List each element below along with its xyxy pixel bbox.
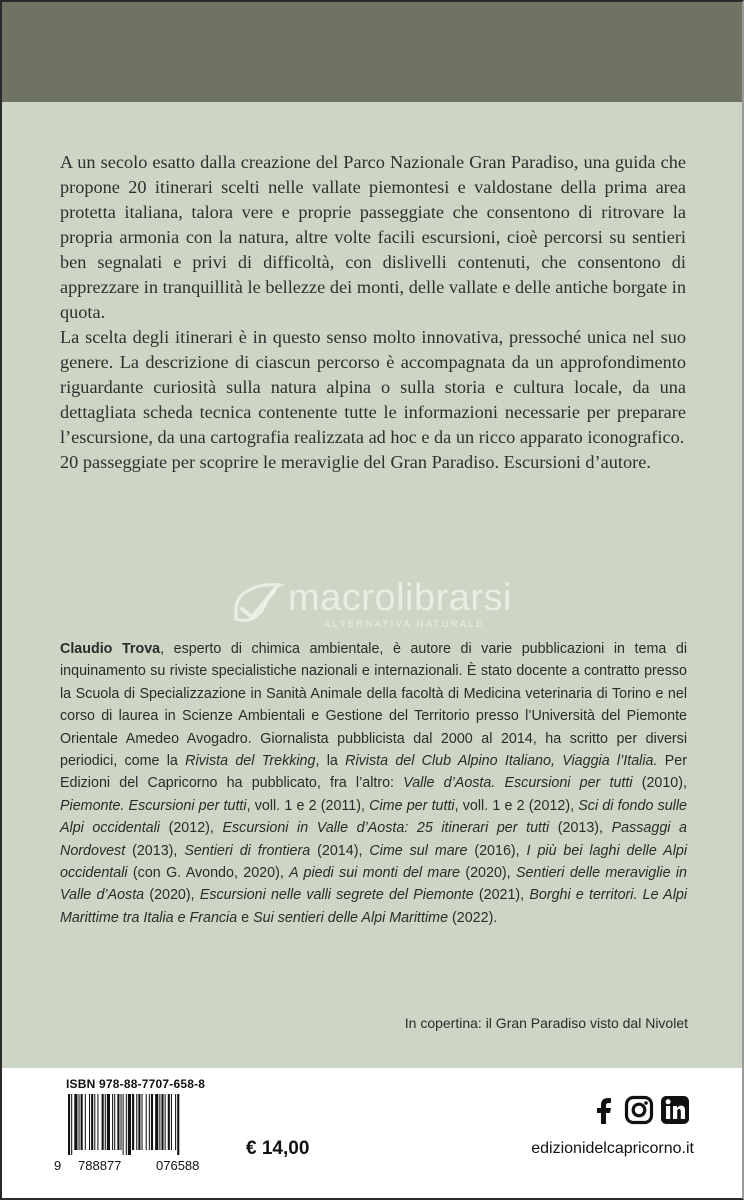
bio-title: Valle d’Aosta. Escursioni per tutti	[403, 775, 633, 792]
barcode-bar	[114, 1094, 115, 1150]
barcode-digit-first: 9	[54, 1158, 62, 1173]
barcode-bar	[89, 1094, 90, 1150]
bio-title: Sui sentieri delle Alpi Marittime	[253, 909, 449, 926]
book-blurb	[60, 150, 686, 475]
top-band	[0, 0, 744, 102]
bio-text: (2013),	[125, 842, 185, 859]
bio-title: Cime per tutti	[369, 797, 455, 814]
bio-text: (2012),	[160, 820, 223, 837]
barcode-bar	[171, 1094, 172, 1150]
barcode-bar	[146, 1094, 147, 1150]
barcode-bar	[138, 1094, 140, 1150]
cover-caption: In copertina: il Gran Paradiso visto dal Nivolet	[404, 1015, 688, 1031]
bio-text: (con G. Avondo, 2020),	[127, 865, 290, 882]
barcode-bar	[79, 1094, 80, 1150]
bio-title: A piedi sui monti del mare	[289, 865, 460, 882]
bio-title: Rivista del Club Alpino Italiano, Viaggia l’Italia.	[345, 753, 658, 770]
barcode-bar	[102, 1094, 104, 1150]
bio-title: Rivista del Trekking	[185, 753, 316, 770]
bio-text: (2022).	[448, 909, 498, 926]
barcode-bar	[175, 1094, 176, 1150]
bio-text: (2014),	[310, 842, 370, 859]
barcode-bar	[107, 1094, 110, 1150]
bio-title: Sentieri di frontiera	[184, 842, 311, 859]
bio-text: e	[237, 909, 254, 926]
bio-text: (2021),	[473, 887, 530, 904]
barcode-bar	[112, 1094, 113, 1150]
barcode-bar	[81, 1094, 83, 1150]
author-name: Claudio Trova	[60, 641, 161, 657]
bio-title: Piemonte. Escursioni per tutti	[60, 797, 247, 814]
barcode-bar	[91, 1094, 93, 1150]
bio-text: , la	[315, 753, 346, 770]
instagram-icon[interactable]	[624, 1094, 654, 1126]
barcode-bar	[177, 1094, 179, 1155]
barcode-bar	[97, 1094, 98, 1150]
barcode-bar	[132, 1094, 134, 1150]
barcode-bar	[155, 1094, 158, 1150]
bio-title: I più bei laghi delle Alpi occidentali	[60, 842, 687, 882]
watermark	[228, 577, 528, 633]
barcode-bar	[74, 1094, 77, 1150]
author-bio	[60, 638, 687, 929]
barcode-bar	[136, 1094, 137, 1150]
barcode-bar	[149, 1094, 150, 1150]
isbn-label: ISBN 978-88-7707-658-8	[66, 1077, 206, 1091]
barcode-bar	[94, 1094, 95, 1150]
bio-text: (2020),	[144, 887, 200, 904]
bio-title: Escursioni nelle valli segrete del Piemonte	[199, 887, 474, 904]
bio-title: Sentieri delle meraviglie in Valle d’Aosta	[60, 865, 688, 904]
barcode-digits-right: 076588	[156, 1158, 200, 1173]
bio-title: Escursioni in Valle d’Aosta: 25 itinerari per tutti	[222, 820, 550, 837]
bio-title: Passaggi a Nordovest	[60, 820, 687, 859]
facebook-icon[interactable]	[590, 1094, 620, 1126]
barcode-bar	[128, 1094, 131, 1155]
barcode-bar	[126, 1094, 127, 1155]
bio-text: (2010),	[632, 775, 687, 792]
bio-text: , esperto di chimica ambientale, è autore di varie pubblicazioni in tema di inquinamento su riviste specialistiche nazionali e internazionali. È stato docente a contratto presso la Scuola di Specializzazione in Sanità Animale della facoltà di Medicina veterinaria di Torino e nel corso di laurea in Scienze Ambientali e Gestione del Territorio presso l’Università del Piemonte Orientale Amedeo Avogadro. Giornalista pubblicista dal 2000 al 2014, ha scritto per diversi periodici, come la	[60, 641, 687, 770]
bio-text: (2013),	[549, 820, 612, 837]
barcode	[66, 1094, 226, 1155]
blurb-paragraph-2: La scelta degli itinerari è in questo senso molto innovativa, pressoché unica nel suo genere. La descrizione di ciascun percorso è accompagnata da un approfondimento riguardante curiosità sulla natura alpina o sulla storia e cultura locale, da una dettagliata scheda tecnica contenente tutte le informazioni necessarie per preparare l’escursione, da una cartografia realizzata ad hoc e da un ricco apparato iconografico.	[60, 327, 686, 447]
barcode-bar	[85, 1094, 86, 1150]
barcode-bar	[121, 1094, 122, 1150]
bio-text: (2020),	[460, 865, 516, 882]
watermark-tagline: ALTERNATIVA NATURALE	[324, 619, 485, 630]
bio-text: , voll. 1 e 2 (2011),	[246, 797, 370, 814]
barcode-bar	[142, 1094, 143, 1150]
price: € 14,00	[246, 1138, 310, 1159]
watermark-brand: macrolibrarsi	[288, 577, 512, 619]
barcode-bar	[168, 1094, 170, 1150]
bio-title: Sci di fondo sulle Alpi occidentali	[60, 797, 687, 837]
social-icons	[590, 1094, 700, 1128]
leaf-check-icon	[228, 579, 286, 629]
barcode-bar	[105, 1094, 106, 1150]
barcode-bar	[159, 1094, 160, 1150]
barcode-bar	[165, 1094, 166, 1150]
blurb-paragraph-3: 20 passeggiate per scoprire le meraviglie del Gran Paradiso. Escursioni d’autore.	[60, 452, 651, 472]
barcode-bar	[123, 1094, 124, 1155]
barcode-bar	[71, 1094, 72, 1155]
bio-text: Per Edizioni del Capricorno ha pubblicato, fra l’altro:	[60, 753, 687, 792]
barcode-bar	[151, 1094, 153, 1150]
publisher-website[interactable]: edizionidelcapricorno.it	[531, 1140, 694, 1157]
blurb-paragraph-1: A un secolo esatto dalla creazione del Parco Nazionale Gran Paradiso, una guida che propone 20 itinerari scelti nelle vallate piemontesi e valdostane della prima area protetta italiana, talora vere e proprie passeggiate che consentono di ritrovare la propria armonia con la natura, altre volte facili escursioni, cioè percorsi su sentieri ben segnalati e privi di difficoltà, con dislivelli contenuti, che consentono di apprezzare in tranquillità le bellezze dei monti, delle vallate e delle antiche borgate in quota.	[60, 152, 686, 322]
bio-text: (2016),	[467, 842, 527, 859]
linkedin-icon[interactable]	[660, 1094, 690, 1126]
bio-text: , voll. 1 e 2 (2012),	[454, 797, 579, 814]
barcode-digits-left: 788877	[78, 1158, 122, 1173]
bio-title: Cime sul mare	[369, 842, 468, 859]
barcode-bar	[117, 1094, 119, 1150]
bio-title: Borghi e territori. Le Alpi Marittime tra Italia e Francia	[60, 887, 688, 926]
barcode-bar	[161, 1094, 163, 1150]
barcode-bar	[68, 1094, 70, 1155]
